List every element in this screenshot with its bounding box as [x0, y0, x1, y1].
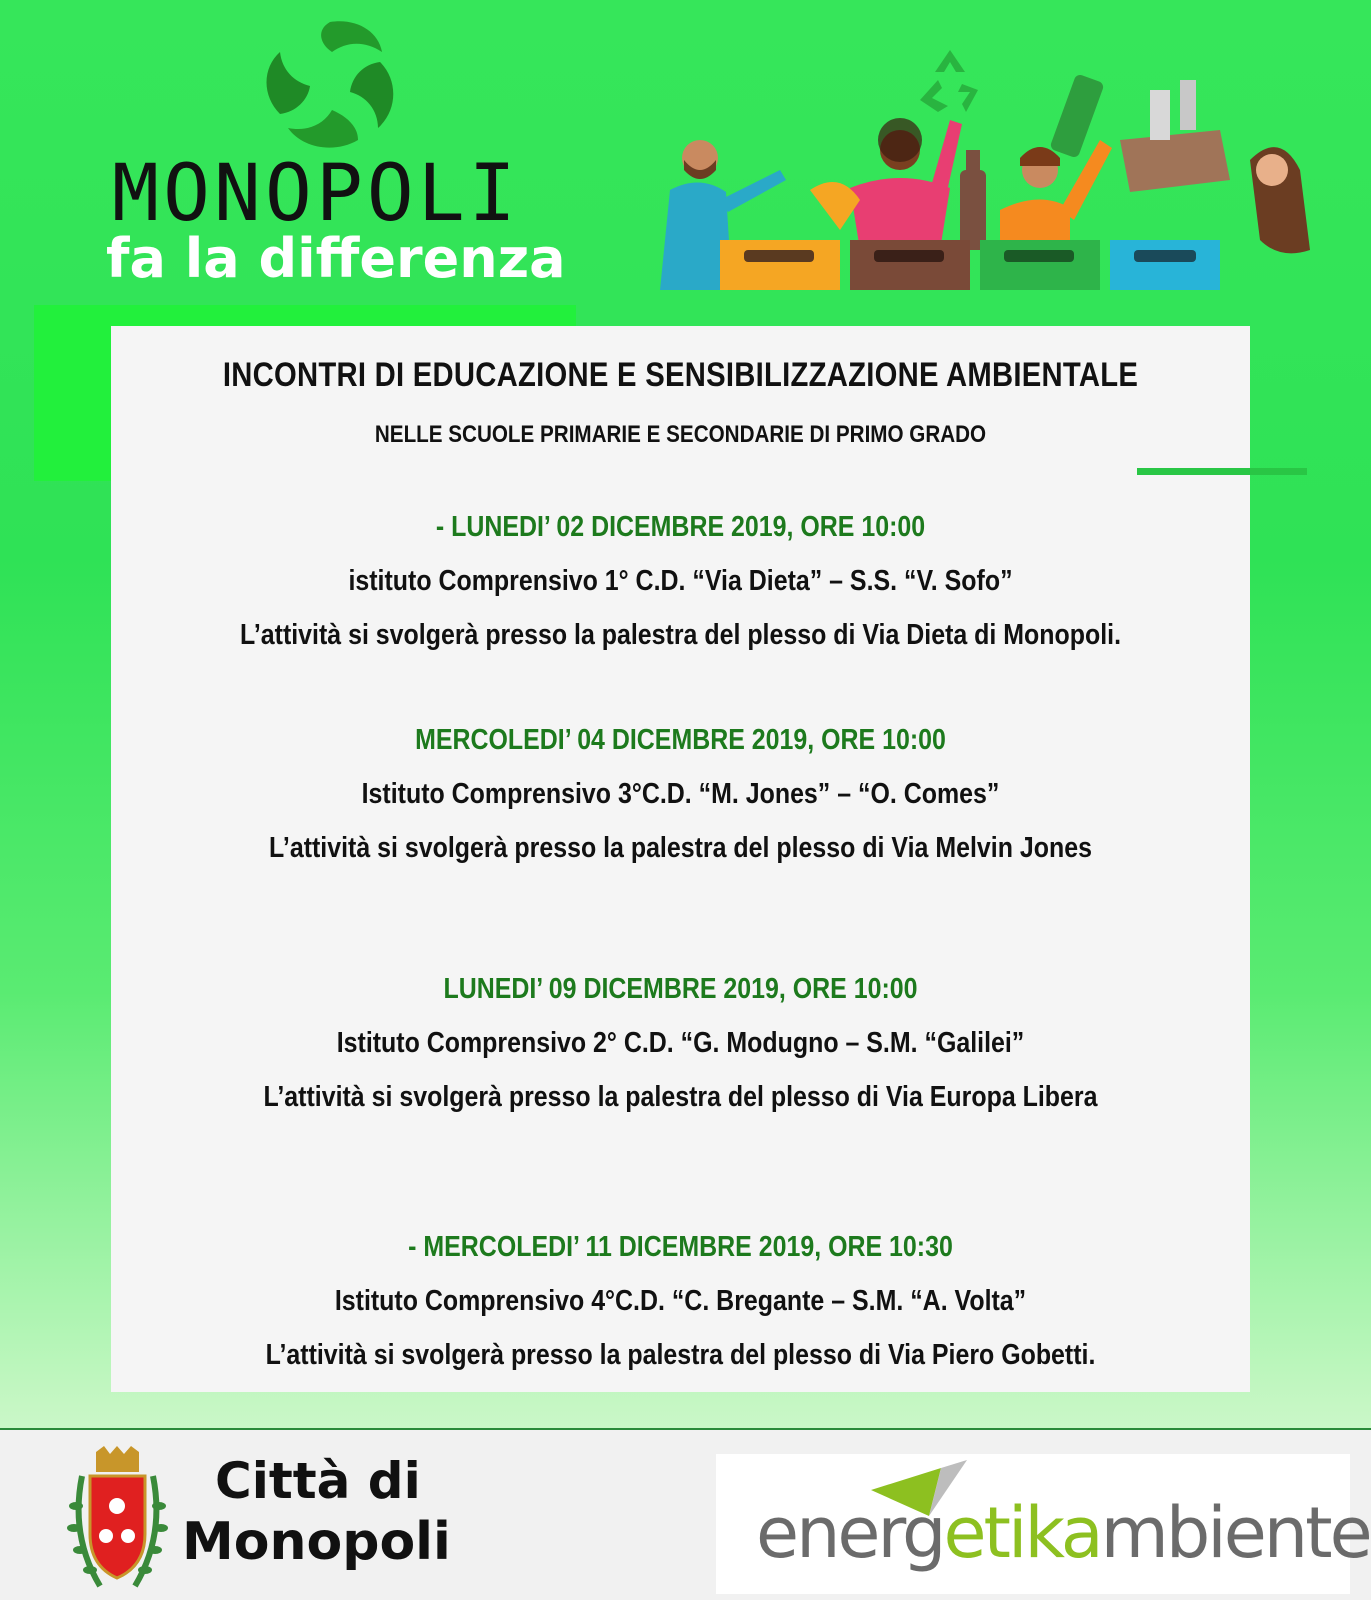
- page-subtitle: NELLE SCUOLE PRIMARIE E SECONDARIE DI PRIMO GRADO: [374, 421, 987, 448]
- recycle-leaves-icon: [260, 18, 400, 153]
- brand-subtitle: fa la differenza: [106, 227, 566, 290]
- event-date: MERCOLEDI’ 04 DICEMBRE 2019, ORE 10:00: [415, 724, 946, 756]
- event-place: L’attività si svolgerà presso la palestra del plesso di Via Dieta di Monopoli.: [239, 619, 1122, 651]
- event-place: L’attività si svolgerà presso la palestra del plesso di Via Europa Libera: [263, 1081, 1098, 1113]
- header: [0, 0, 1371, 320]
- accent-divider: [1137, 468, 1307, 475]
- event-school: Istituto Comprensivo 4°C.D. “C. Bregante – S.M. “A. Volta”: [334, 1285, 1027, 1317]
- content-card: [111, 326, 1250, 1392]
- partner-name-part1: energ: [756, 1492, 944, 1574]
- city-crest-icon: [60, 1446, 175, 1596]
- city-name-line1: Città di: [215, 1452, 421, 1510]
- event-school: istituto Comprensivo 1° C.D. “Via Dieta” – S.S. “V. Sofo”: [348, 565, 1013, 597]
- brand-title: MONOPOLI: [112, 149, 520, 239]
- partner-logo: [716, 1454, 1370, 1594]
- event-date: - LUNEDI’ 02 DICEMBRE 2019, ORE 10:00: [435, 511, 926, 543]
- partner-name-part3: mbiente: [1100, 1492, 1370, 1574]
- event-school: Istituto Comprensivo 2° C.D. “G. Modugno – S.M. “Galilei”: [336, 1027, 1025, 1059]
- footer: [0, 1428, 1371, 1600]
- partner-name: [756, 1492, 1370, 1574]
- page-title: INCONTRI DI EDUCAZIONE E SENSIBILIZZAZIONE AMBIENTALE: [222, 356, 1139, 394]
- event-school: Istituto Comprensivo 3°C.D. “M. Jones” – “O. Comes”: [361, 778, 1000, 810]
- city-name-line2: Monopoli: [182, 1512, 451, 1572]
- event-place: L’attività si svolgerà presso la palestra del plesso di Via Piero Gobetti.: [265, 1339, 1096, 1371]
- event-place: L’attività si svolgerà presso la palestra del plesso di Via Melvin Jones: [269, 832, 1092, 864]
- people-recycling-illustration: [660, 40, 1320, 290]
- partner-name-part2: etika: [943, 1492, 1101, 1574]
- event-date: - MERCOLEDI’ 11 DICEMBRE 2019, ORE 10:30: [408, 1231, 953, 1263]
- event-date: LUNEDI’ 09 DICEMBRE 2019, ORE 10:00: [443, 973, 918, 1005]
